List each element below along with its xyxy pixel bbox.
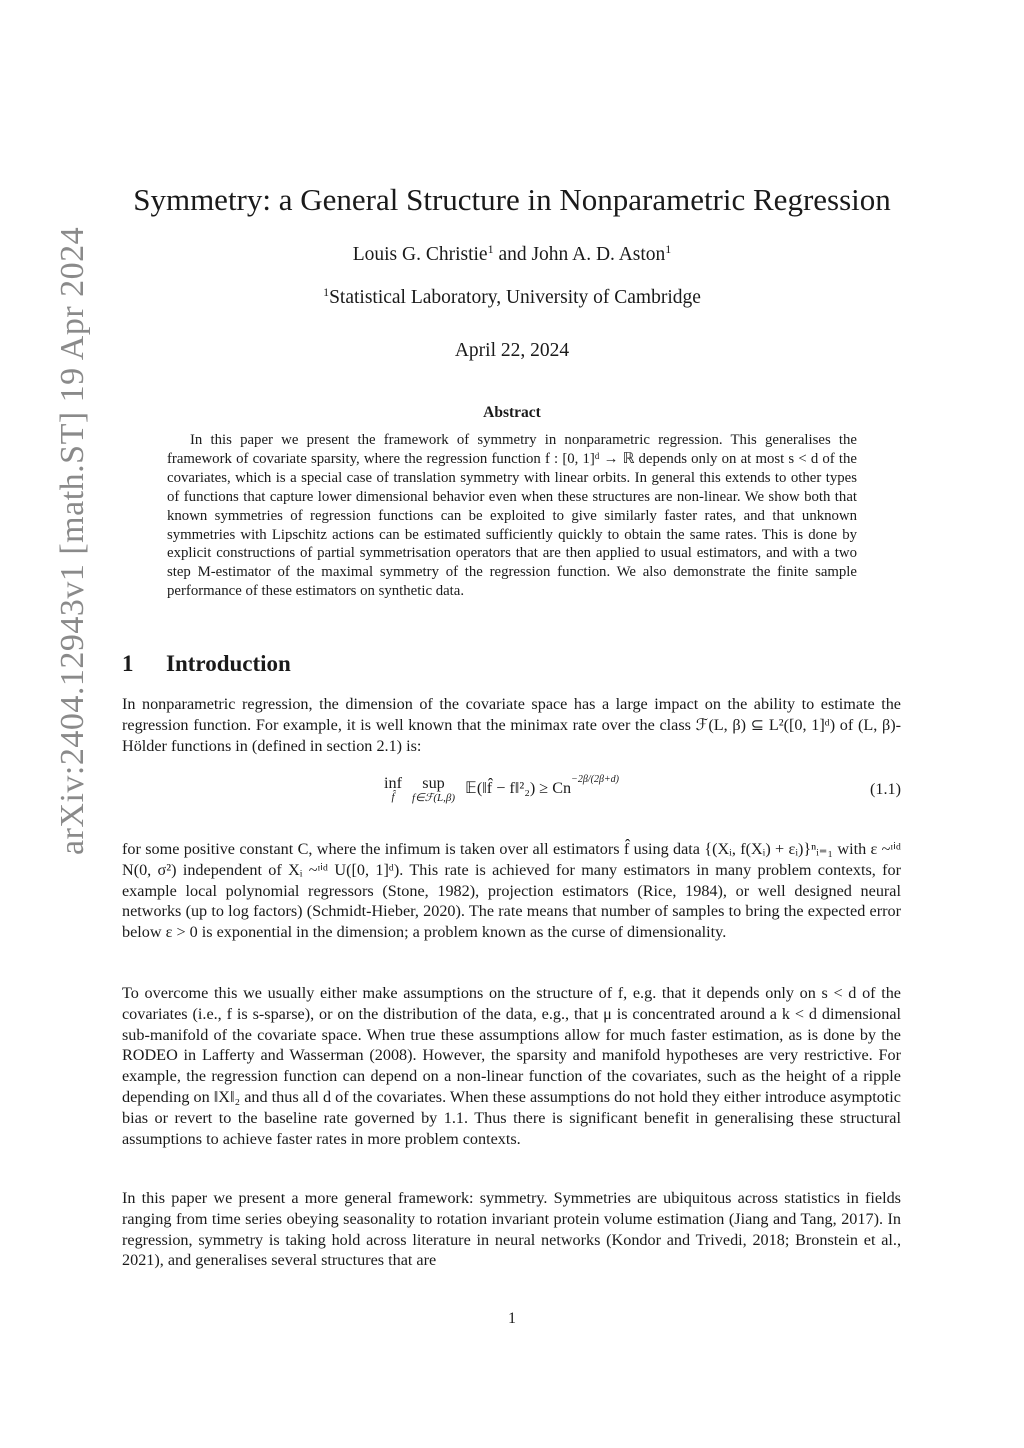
infimum-operator <box>384 774 402 803</box>
affiliation-marker: 1 <box>665 242 672 256</box>
affiliation-marker: 1 <box>487 242 494 256</box>
equation-exponent: −2β/(2β+d) <box>571 774 620 785</box>
intro-paragraph-2: for some positive constant C, where the infimum is taken over all estimators f̂ using data {(Xᵢ, f(Xᵢ) + εᵢ)}ⁿᵢ₌₁ with ε ~ᶦⁱᵈ N(0, σ²) independent of Xᵢ ~ᶦⁱᵈ U([0, 1]ᵈ). This rate is achieved for many estimators in many problem contexts, for example local polynomial regressors (Stone, 1982), projection estimators (Rice, 1984), or well designed neural networks (up to log factors) (Schmidt-Hieber, 2020). The rate means that number of samples to bring the expected error below ε > 0 is exponential in the dimension; a problem known as the curse of dimensionality. <box>122 840 901 942</box>
sup-subscript: f∈ℱ(L,β) <box>412 792 455 804</box>
equation-expression: 𝔼(‖f̂ − f‖²₂) ≥ Cn <box>465 779 572 797</box>
affiliation <box>0 285 1024 309</box>
equation-body <box>384 774 619 804</box>
arxiv-identifier-stamp[interactable]: arXiv:2404.12943v1 [math.ST] 19 Apr 2024 <box>54 226 91 855</box>
author-name: John A. D. Aston <box>531 244 666 265</box>
paper-title: Symmetry: a General Structure in Nonparametric Regression <box>133 182 891 217</box>
sup-symbol: sup <box>422 774 445 792</box>
supremum-operator <box>412 774 455 804</box>
intro-paragraph-4: In this paper we present a more general framework: symmetry. Symmetries are ubiquitous across statistics in fields ranging from time series obeying seasonality to rotation invariant protein volume estimation (Jiang and Tang, 2017). In regression, symmetry is taking hold across literature in neural networks (Kondor and Trivedi, 2018; Bronstein et al., 2021), and generalises several structures that are <box>122 1189 901 1270</box>
author-connector: and <box>493 244 532 265</box>
intro-paragraph-3: To overcome this we usually either make assumptions on the structure of f, e.g. that it depends only on s < d of the covariates (i.e., f is s-sparse), or on the distribution of the data, e.g., that μ is concentrated around a k < d dimensional sub-manifold of the covariate space. When true these assumptions allow for much faster estimation, as is done by the RODEO in Lafferty and Wasserman (2008). However, the sparsity and manifold hypotheses are very restrictive. For example, the regression function can depend on a non-linear function of the covariates, such as the height of a ripple depending on ‖X‖₂ and thus all d of the covariates. When these assumptions do not hold they either introduce asymptotic bias or revert to the baseline rate governed by 1.1. Thus there is significant benefit in generalising these structural assumptions to achieve faster rates in more problem contexts. <box>122 984 901 1148</box>
section-title: Introduction <box>166 651 291 676</box>
inf-subscript: f̂ <box>391 791 395 803</box>
intro-paragraph-1: In nonparametric regression, the dimension of the covariate space has a large impact on the ability to estimate the regression function. For example, it is well known that the minimax rate over the class ℱ(L, β) ⊆ L²([0, 1]ᵈ) of (L, β)-Hölder functions in (defined in section 2.1) is: <box>122 695 901 755</box>
abstract-heading: Abstract <box>483 404 541 421</box>
author-name: Louis G. Christie <box>352 244 488 265</box>
section-heading <box>122 651 291 677</box>
section-number: 1 <box>122 651 134 676</box>
affiliation-text: Statistical Laboratory, University of Cambridge <box>329 287 701 308</box>
abstract-body: In this paper we present the framework of symmetry in nonparametric regression. This generalises the framework of covariate sparsity, where the regression function f : [0, 1]ᵈ → ℝ depends only on at most s < d of the covariates, which is a special case of translation symmetry with linear orbits. In general this extends to other types of functions that capture lower dimensional behavior even when these structures are non-linear. We show both that known symmetries of regression functions can be exploited to give similarly faster rates, and that unknown symmetries with Lipschitz actions can be estimated sufficiently quickly to obtain the same rates. This is done by explicit constructions of partial symmetrisation operators that are then applied to usual estimators, and with a two step M-estimator of the maximal symmetry of the regression function. We also demonstrate the finite sample performance of these estimators on synthetic data. <box>167 432 857 600</box>
equation-1-1 <box>122 772 901 822</box>
inf-symbol: inf <box>384 774 402 792</box>
author-list <box>0 242 1024 266</box>
publication-date: April 22, 2024 <box>454 340 570 361</box>
equation-number: (1.1) <box>869 780 901 798</box>
page-number: 1 <box>508 1310 516 1327</box>
affiliation-marker: 1 <box>323 285 330 299</box>
